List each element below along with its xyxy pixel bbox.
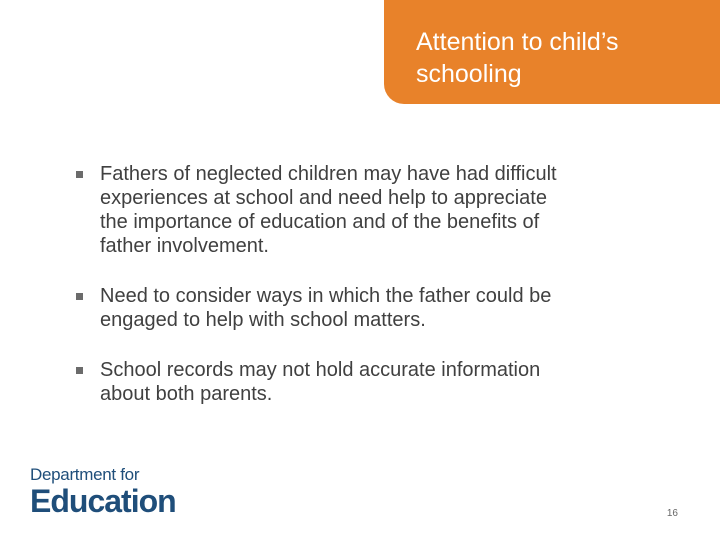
department-for-education-logo <box>30 466 176 518</box>
bullet-text-line: about both parents. <box>100 383 273 405</box>
bullet-text-line: engaged to help with school matters. <box>100 309 426 331</box>
bullet-text-line: father involvement. <box>100 235 269 257</box>
page-number: 16 <box>666 508 678 519</box>
bullet-text-line: the importance of education and of the benefits of <box>100 211 540 233</box>
slide-title-line-1: Attention to child’s <box>416 28 619 56</box>
bullet-text-line: Fathers of neglected children may have had difficult <box>100 163 557 185</box>
slide-title-line-2: schooling <box>416 60 522 88</box>
square-bullet-icon <box>76 171 83 178</box>
bullet-list <box>72 162 672 432</box>
slide-title-box <box>384 0 720 104</box>
logo-line-department: Department for <box>30 465 140 484</box>
square-bullet-icon <box>76 293 83 300</box>
bullet-item-3 <box>72 358 672 406</box>
bullet-item-1 <box>72 162 672 258</box>
bullet-text-line: Need to consider ways in which the father could be <box>100 285 552 307</box>
bullet-text-line: experiences at school and need help to appreciate <box>100 187 547 209</box>
logo-line-education: Education <box>30 483 176 519</box>
bullet-item-2 <box>72 284 672 332</box>
square-bullet-icon <box>76 367 83 374</box>
bullet-text-line: School records may not hold accurate information <box>100 359 541 381</box>
